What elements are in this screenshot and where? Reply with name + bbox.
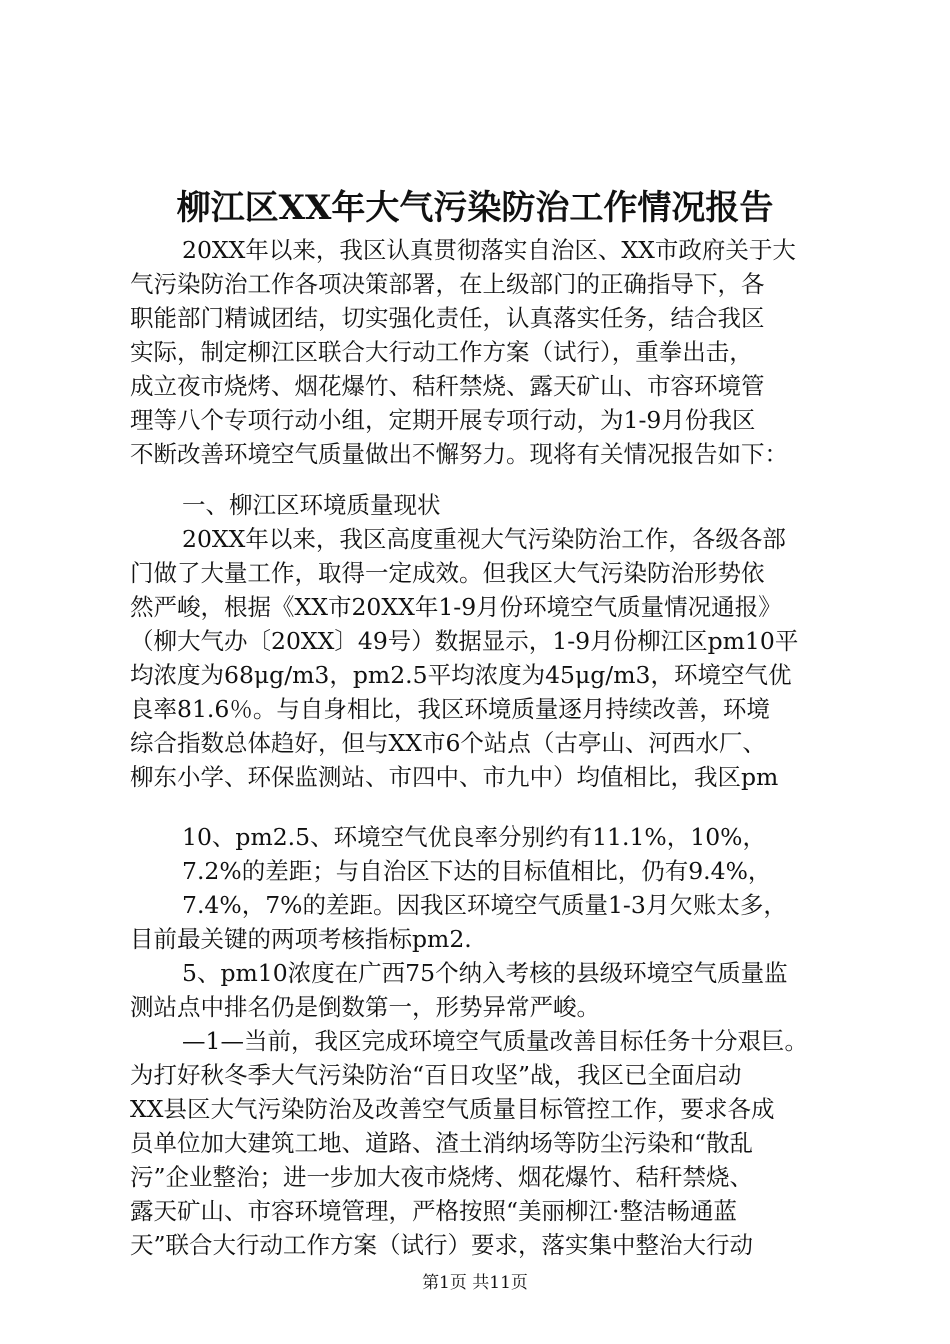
body-line: 成立夜市烧烤、烟花爆竹、秸秆禁烧、露天矿山、市容环境管 (130, 372, 765, 400)
body-line: 员单位加大建筑工地、道路、渣土消纳场等防尘污染和“散乱 (130, 1129, 754, 1157)
body-line: 天”联合大行动工作方案（试行）要求，落实集中整治大行动 (130, 1231, 754, 1259)
body-line: 然严峻，根据《XX市20XX年1-9月份环境空气质量情况通报》 (130, 593, 782, 621)
document-title: 柳江区XX年大气污染防治工作情况报告 (176, 188, 774, 228)
body-line: 均浓度为68μg/m3，pm2.5平均浓度为45μg/m3，环境空气优 (130, 661, 792, 689)
body-line: 7.4%，7%的差距。因我区环境空气质量1-3月欠账太多， (182, 891, 787, 919)
body-line: —1—当前，我区完成环境空气质量改善目标任务十分艰巨。 (182, 1027, 808, 1055)
page-footer: 第1页 共11页 (422, 1273, 528, 1293)
body-line: 职能部门精诚团结，切实强化责任，认真落实任务，结合我区 (130, 304, 765, 332)
body-line: 综合指数总体趋好，但与XX市6个站点（古亭山、河西水厂、 (130, 729, 766, 757)
body-line: 7.2%的差距；与自治区下达的目标值相比，仍有9.4%， (182, 857, 772, 885)
body-line: 露天矿山、市容环境管理，严格按照“美丽柳江·整洁畅通蓝 (130, 1197, 737, 1225)
body-line: 20XX年以来，我区认真贯彻落实自治区、XX市政府关于大 (182, 236, 796, 264)
body-line: 10、pm2.5、环境空气优良率分别约有11.1%，10%， (182, 823, 766, 851)
body-line: 良率81.6％。与自身相比，我区环境质量逐月持续改善，环境 (130, 695, 770, 723)
body-line: 实际，制定柳江区联合大行动工作方案（试行），重拳出击， (130, 338, 753, 366)
body-line: 门做了大量工作，取得一定成效。但我区大气污染防治形势依 (130, 559, 765, 587)
body-line: 不断改善环境空气质量做出不懈努力。现将有关情况报告如下： (130, 440, 788, 468)
body-line: 为打好秋冬季大气污染防治“百日攻坚”战，我区已全面启动 (130, 1061, 742, 1089)
body-line: 理等八个专项行动小组，定期开展专项行动，为1-9月份我区 (130, 406, 756, 434)
body-line: XX县区大气污染防治及改善空气质量目标管控工作，要求各成 (130, 1095, 775, 1123)
body-line: 柳东小学、环保监测站、市四中、市九中）均值相比，我区pm (130, 763, 779, 791)
body-line: 污”企业整治；进一步加大夜市烧烤、烟花爆竹、秸秆禁烧、 (130, 1163, 754, 1191)
section-heading: 一、柳江区环境质量现状 (182, 491, 441, 519)
body-line: 5、pm10浓度在广西75个纳入考核的县级环境空气质量监 (182, 959, 788, 987)
body-line: 20XX年以来，我区高度重视大气污染防治工作，各级各部 (182, 525, 786, 553)
body-line: （柳大气办〔20XX〕49号）数据显示，1-9月份柳江区pm10平 (130, 627, 799, 655)
body-line: 目前最关键的两项考核指标pm2. (130, 925, 472, 953)
body-line: 测站点中排名仍是倒数第一，形势异常严峻。 (130, 993, 600, 1021)
body-line: 气污染防治工作各项决策部署，在上级部门的正确指导下，各 (130, 270, 765, 298)
